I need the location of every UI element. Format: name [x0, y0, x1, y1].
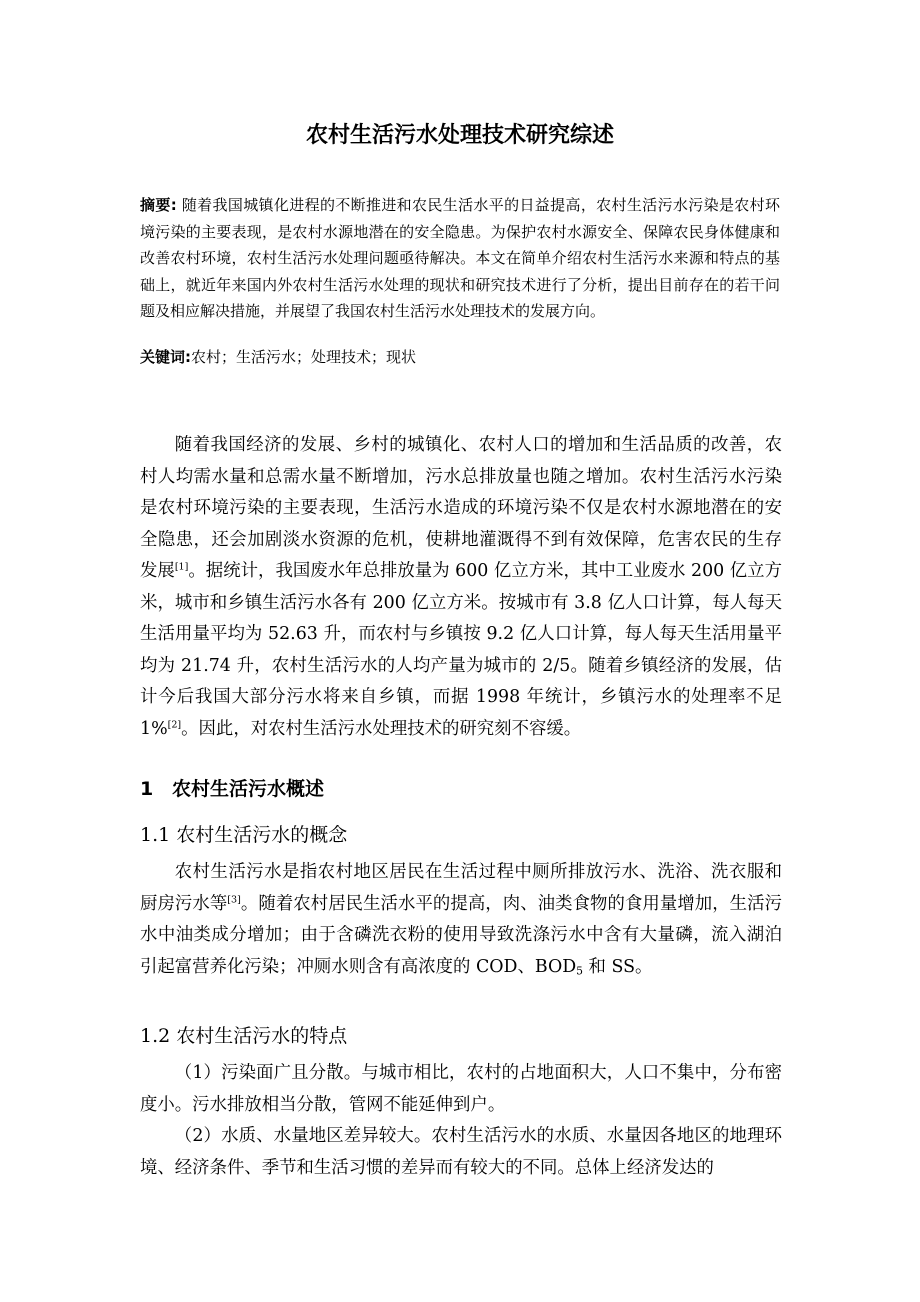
intro-text-2: 。据统计，我国废水年总排放量为 600 亿立方米，其中工业废水 200 亿立方米，城市和乡镇生活污水各有 200 亿立方米。按城市有 3.8 亿人口计算，每人每天生活用量平均为 52.63 升，而农村与乡镇按 9.2 亿人口计算，每人每天生活用量平均为 21.74 升，农村生活污水的人均产量为城市的 2/5。随着乡镇经济的发展，估计今后我国大部分污水将来自乡镇，而据 1998 年统计，乡镇污水的处理率不足 1%	[140, 561, 782, 739]
section-1-1-text-3: 和 SS。	[583, 956, 653, 977]
section-1-1-paragraph	[140, 857, 782, 983]
keywords	[140, 344, 780, 370]
abstract-label: 摘要:	[140, 196, 177, 214]
section-1-2-item-2: （2）水质、水量地区差异较大。农村生活污水的水质、水量因各地区的地理环境、经济条件、季节和生活习惯的差异而有较大的不同。总体上经济发达的	[140, 1126, 782, 1178]
intro-text-1: 随着我国经济的发展、乡村的城镇化、农村人口的增加和生活品质的改善，农村人均需水量和总需水量不断增加，污水总排放量也随之增加。农村生活污水污染是农村环境污染的主要表现，生活污水造成的环境污染不仅是农村水源地潜在的安全隐患，还会加剧淡水资源的危机，使耕地灌溉得不到有效保障，危害农民的生存发展	[140, 435, 782, 581]
section-1-1-heading: 1.1 农村生活污水的概念	[140, 824, 348, 846]
abstract-text: 随着我国城镇化进程的不断推进和农民生活水平的日益提高，农村生活污水污染是农村环境污染的主要表现，是农村水源地潜在的安全隐患。为保护农村水源安全、保障农民身体健康和改善农村环境，农村生活污水处理问题亟待解决。本文在简单介绍农村生活污水来源和特点的基础上，就近年来国内外农村生活污水处理的现状和研究技术进行了分析，提出目前存在的若干问题及相应解决措施，并展望了我国农村生活污水处理技术的发展方向。	[140, 196, 780, 320]
section-1-1-text-2: 。随着农村居民生活水平的提高，肉、油类食物的食用量增加，生活污水中油类成分增加；由于含磷洗衣粉的使用导致洗涤污水中含有大量磷，流入湖泊引起富营养化污染；冲厕水则含有高浓度的 COD、BOD	[140, 893, 782, 977]
section-1-title: 农村生活污水概述	[172, 778, 325, 800]
section-1-2-item-1: （1）污染面广且分散。与城市相比，农村的占地面积大，人口不集中，分布密度小。污水排放相当分散，管网不能延伸到户。	[140, 1063, 782, 1115]
section-1-2-heading: 1.2 农村生活污水的特点	[140, 1025, 348, 1047]
intro-text-3: 。因此，对农村生活污水处理技术的研究刻不容缓。	[181, 718, 582, 739]
keywords-text: 农村；生活污水；处理技术；现状	[191, 348, 417, 366]
paper-title: 农村生活污水处理技术研究综述	[305, 123, 614, 148]
citation-2: [2]	[167, 718, 182, 730]
intro-paragraph	[140, 430, 782, 745]
section-1-1-text-1: 农村生活污水是指农村地区居民在生活过程中厕所排放污水、洗浴、洗衣服和厨房污水等	[140, 862, 782, 914]
section-1-heading	[140, 774, 324, 801]
citation-3: [3]	[227, 893, 241, 905]
keywords-label: 关键词:	[140, 348, 191, 366]
abstract	[140, 192, 780, 325]
citation-1: [1]	[174, 561, 189, 573]
bod-subscript: 5	[576, 964, 584, 978]
section-1-number: 1	[140, 778, 154, 800]
